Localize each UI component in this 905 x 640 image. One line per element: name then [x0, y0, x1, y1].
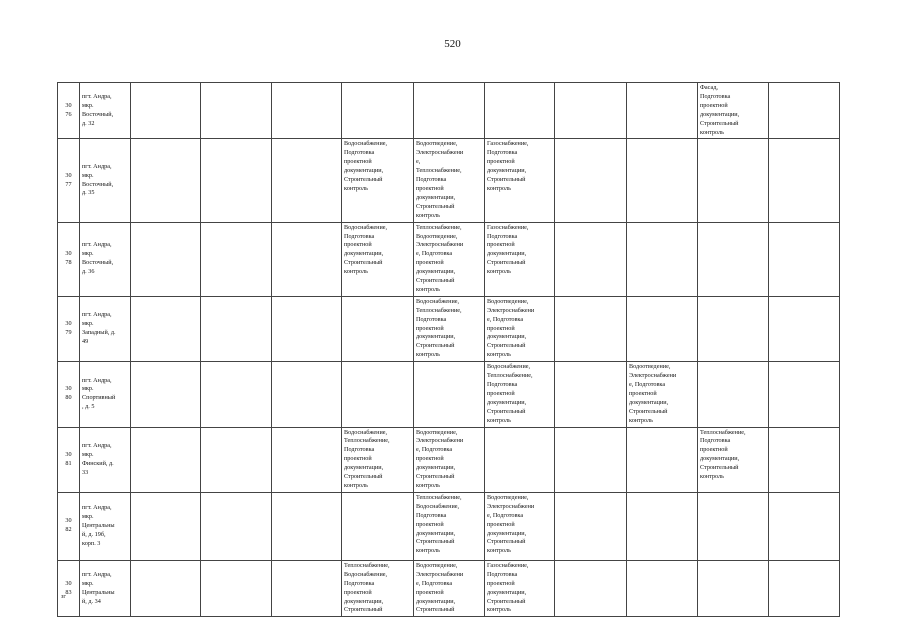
row-number-text: 30 83: [65, 579, 72, 596]
work-cell: [201, 83, 272, 139]
row-number: [58, 492, 80, 560]
work-cell-text: Газоснабжение, Подготовка проектной документации, Строительный контроль: [487, 561, 529, 614]
work-cell: [342, 362, 414, 427]
work-cell-text: Водоотведение, Электроснабжени е, Подготовка проектной документации, Строительный контроль: [629, 363, 677, 424]
address-cell: [80, 296, 131, 361]
work-cell: [272, 222, 342, 296]
work-cell: [555, 296, 627, 361]
work-cell: [272, 296, 342, 361]
work-cell: [414, 139, 485, 222]
work-cell-text: Водоснабжение, Подготовка проектной документации, Строительный контроль: [344, 223, 388, 276]
work-cell-text: Теплоснабжение, Водоснабжение, Подготовка проектной документации, Строительный: [344, 561, 390, 614]
work-cell-text: Водоснабжение, Теплоснабжение, Подготовка проектной документации, Строительный контроль: [344, 428, 390, 489]
work-cell: [201, 362, 272, 427]
table-row: [58, 560, 840, 616]
row-number-text: 30 78: [65, 250, 72, 267]
address-text: пгт. Андра, мкр. Центральны й, д. 19б, корп. 3: [82, 504, 115, 547]
work-cell: [414, 362, 485, 427]
work-cell: [414, 560, 485, 616]
work-cell: [555, 222, 627, 296]
work-cell: [485, 83, 555, 139]
address-text: пгт. Андра, мкр. Восточный, д. 35: [82, 162, 114, 197]
work-cell: [414, 83, 485, 139]
address-text: пгт. Андра, мкр. Западный, д. 49: [82, 311, 116, 345]
address-text: пгт. Андра, мкр. Спортивный , д. 5: [82, 376, 116, 411]
work-cell: [272, 492, 342, 560]
work-cell: [485, 296, 555, 361]
work-cell: [272, 560, 342, 616]
work-cell: [769, 222, 840, 296]
work-cell: [698, 492, 769, 560]
work-cell-text: Теплоснабжение, Водоснабжение, Подготовка проектной документации, Строительный контроль: [416, 493, 462, 555]
work-cell: [627, 83, 698, 139]
work-cell: [414, 427, 485, 492]
work-cell: [698, 427, 769, 492]
work-cell: [131, 296, 201, 361]
work-cell: [131, 427, 201, 492]
work-cell: [555, 560, 627, 616]
table-row: [58, 139, 840, 222]
work-cell: [769, 427, 840, 492]
row-number-text: 30 79: [65, 320, 72, 337]
work-cell: [272, 83, 342, 139]
table-row: [58, 222, 840, 296]
work-cell: [698, 139, 769, 222]
work-cell: [627, 139, 698, 222]
address-text: пгт. Андра, мкр. Восточный, д. 32: [82, 92, 114, 127]
work-cell: [342, 560, 414, 616]
work-cell: [414, 492, 485, 560]
table-row: [58, 362, 840, 427]
work-cell: [555, 492, 627, 560]
work-cell: [627, 222, 698, 296]
work-cell: [201, 492, 272, 560]
work-cell: [698, 362, 769, 427]
work-cell: [131, 492, 201, 560]
work-cell: [698, 296, 769, 361]
work-cell: [627, 296, 698, 361]
work-cell: [342, 139, 414, 222]
work-cell: [555, 427, 627, 492]
work-cell-text: Водоотведение, Электроснабжени е, Подготовка проектной документации, Строительный контроль: [487, 297, 535, 359]
row-number-text: 30 82: [65, 517, 72, 534]
table-row: [58, 427, 840, 492]
work-cell: [342, 427, 414, 492]
work-cell: [272, 427, 342, 492]
work-cell: [555, 139, 627, 222]
work-cell: [627, 362, 698, 427]
work-cell: [201, 427, 272, 492]
work-cell: [131, 222, 201, 296]
work-cell: [342, 296, 414, 361]
work-cell-text: Газоснабжение, Подготовка проектной документации, Строительный контроль: [487, 140, 529, 192]
table-row: [58, 492, 840, 560]
address-text: пгт. Андра, мкр. Центральны й, д. 34: [82, 570, 115, 605]
row-number-text: 30 81: [65, 450, 72, 467]
address-cell: [80, 427, 131, 492]
work-cell: [485, 560, 555, 616]
work-cell: [131, 560, 201, 616]
row-number: [58, 139, 80, 222]
row-number: [58, 427, 80, 492]
work-cell-text: Газоснабжение, Подготовка проектной документации, Строительный контроль: [487, 223, 529, 276]
table-row: [58, 296, 840, 361]
work-cell: [627, 427, 698, 492]
work-cell: [769, 139, 840, 222]
schedule-table: [57, 82, 840, 617]
work-cell: [485, 492, 555, 560]
work-cell-text: Водоснабжение, Теплоснабжение, Подготовка проектной документации, Строительный контроль: [416, 297, 462, 359]
work-cell-text: Водоотведение, Электроснабжени е, Подготовка проектной документации, Строительный контроль: [416, 428, 464, 489]
row-number: [58, 296, 80, 361]
work-cell: [769, 296, 840, 361]
work-cell-text: Водоотведение, Электроснабжени е, Подготовка проектной документации, Строительный: [416, 561, 464, 614]
row-number: [58, 83, 80, 139]
row-number-text: 30 80: [65, 385, 72, 402]
work-cell: [201, 296, 272, 361]
work-cell-text: Теплоснабжение, Подготовка проектной документации, Строительный контроль: [700, 428, 746, 481]
work-cell-text: Водоснабжение, Подготовка проектной документации, Строительный контроль: [344, 140, 388, 192]
work-cell: [414, 222, 485, 296]
work-cell-text: Фасад, Подготовка проектной документации, Строительный контроль: [700, 84, 740, 136]
work-cell: [272, 139, 342, 222]
address-text: пгт. Андра, мкр. Финский, д. 33: [82, 441, 114, 476]
work-cell: [342, 492, 414, 560]
row-number: [58, 560, 80, 616]
work-cell: [342, 83, 414, 139]
work-cell: [698, 83, 769, 139]
work-cell: [201, 222, 272, 296]
work-cell: [555, 83, 627, 139]
address-cell: [80, 83, 131, 139]
work-cell: [131, 139, 201, 222]
work-cell-text: Водоотведение, Электроснабжени е, Теплоснабжение, Подготовка проектной документации, Строительный контроль: [416, 140, 464, 219]
work-cell-text: Теплоснабжение, Водоотведение, Электроснабжени е, Подготовка проектной документации, Строительный контроль: [416, 223, 464, 293]
work-cell: [342, 222, 414, 296]
address-text: пгт. Андра, мкр. Восточный, д. 36: [82, 241, 114, 276]
work-cell-text: Водоотведение, Электроснабжени е, Подготовка проектной документации, Строительный контроль: [487, 493, 535, 555]
work-cell: [555, 362, 627, 427]
work-cell: [201, 560, 272, 616]
work-cell: [769, 362, 840, 427]
work-cell: [131, 362, 201, 427]
work-cell: [272, 362, 342, 427]
address-cell: [80, 492, 131, 560]
work-cell: [698, 560, 769, 616]
work-cell: [485, 362, 555, 427]
work-cell: [485, 427, 555, 492]
work-cell: [201, 139, 272, 222]
work-cell: [769, 560, 840, 616]
table-body: [58, 83, 840, 617]
work-cell: [485, 139, 555, 222]
work-cell: [769, 492, 840, 560]
address-cell: [80, 222, 131, 296]
work-cell: [769, 83, 840, 139]
address-cell: [80, 139, 131, 222]
row-number: [58, 222, 80, 296]
work-cell: [485, 222, 555, 296]
row-number-text: 30 76: [65, 101, 72, 118]
footer-code: зг: [61, 594, 66, 600]
work-cell-text: Водоснабжение, Теплоснабжение, Подготовка проектной документации, Строительный контроль: [487, 363, 533, 424]
page-number: 520: [444, 38, 461, 50]
work-cell: [627, 492, 698, 560]
work-cell: [627, 560, 698, 616]
row-number-text: 30 77: [65, 171, 72, 188]
row-number: [58, 362, 80, 427]
work-cell: [131, 83, 201, 139]
work-cell: [414, 296, 485, 361]
table-row: [58, 83, 840, 139]
address-cell: [80, 560, 131, 616]
address-cell: [80, 362, 131, 427]
work-cell: [698, 222, 769, 296]
